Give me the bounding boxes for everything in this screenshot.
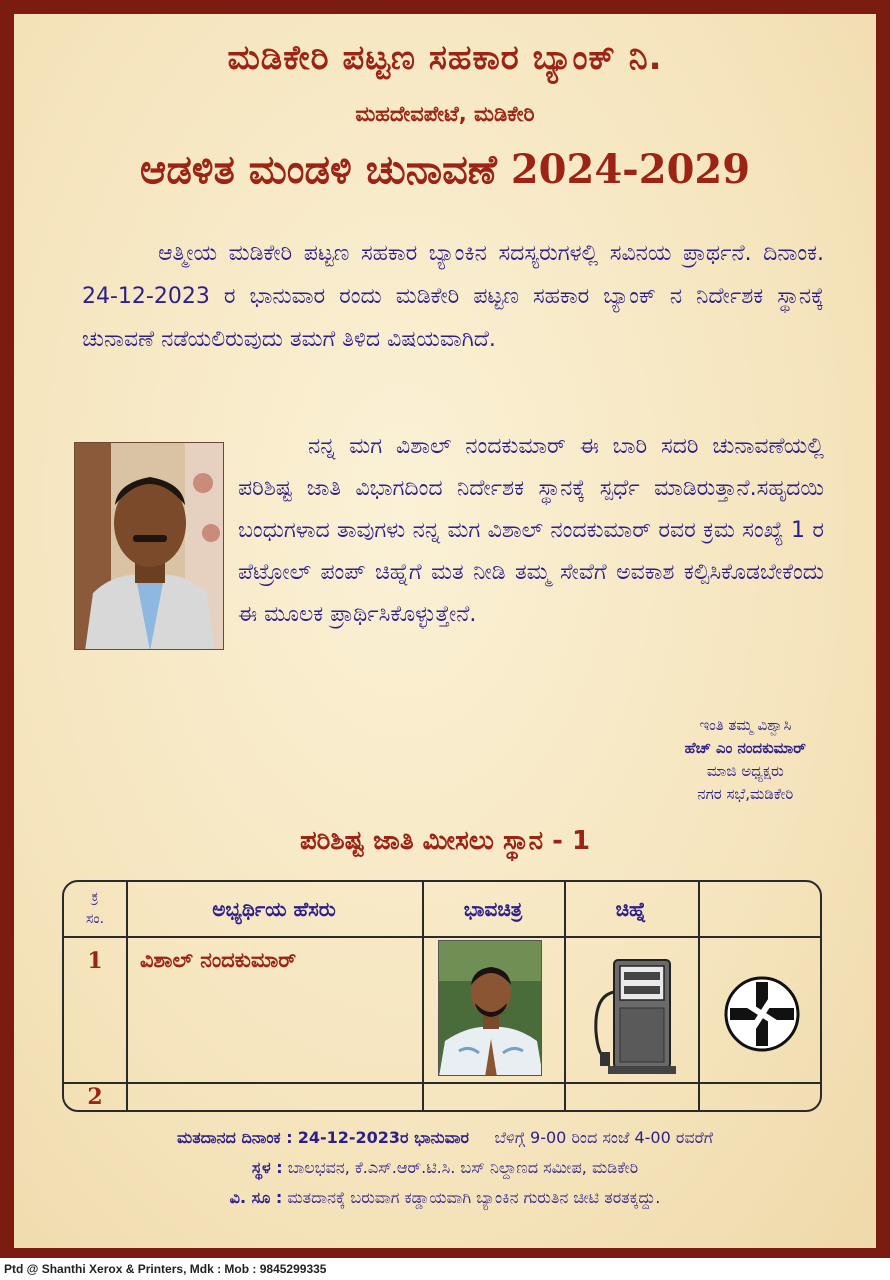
bank-name: ಮಡಿಕೇರಿ ಪಟ್ಟಣ ಸಹಕಾರ ಬ್ಯಾಂಕ್ ನಿ.: [227, 38, 663, 78]
election-title: ಆಡಳಿತ ಮಂಡಳಿ ಚುನಾವಣೆ 2024-2029: [139, 146, 751, 193]
table-divider: [64, 936, 820, 938]
voting-date-value: 24-12-2023ರ ಭಾನುವಾರ: [297, 1128, 470, 1147]
signature-block: [685, 714, 806, 806]
voting-date-line: [14, 1128, 876, 1148]
signature-name: ಹೆಚ್ ಎಂ ನಂದಕುಮಾರ್: [684, 739, 806, 757]
note-value: ಮತದಾನಕ್ಕೆ ಬರುವಾಗ ಕಡ್ಡಾಯವಾಗಿ ಬ್ಯಾಂಕಿನ ಗುರುತಿನ ಚೀಟಿ ತರತಕ್ಕದ್ದು.: [287, 1188, 661, 1207]
voting-place-value: ಬಾಲಭವನ, ಕೆ.ಎಸ್.ಆರ್.ಟಿ.ಸಿ. ಬಸ್ ನಿಲ್ದಾಣದ ಸಮೀಪ, ಮಡಿಕೇರಿ: [287, 1158, 639, 1177]
voting-place-line: [14, 1158, 876, 1178]
reserved-seat-title: ಪರಿಶಿಷ್ಟ ಜಾತಿ ಮೀಸಲು ಸ್ಥಾನ - 1: [299, 826, 591, 856]
petrol-pump-icon: [586, 952, 686, 1076]
voting-place-label: ಸ್ಥಳ :: [251, 1158, 283, 1177]
bank-location: ಮಹದೇವಪೇಟೆ, ಮಡಿಕೇರಿ: [355, 102, 535, 126]
candidate-photo: [438, 940, 542, 1076]
voting-time-value: ಬೆಳಿಗ್ಗೆ 9-00 ರಿಂದ ಸಂಜೆ 4-00 ರವರೆಗೆ: [494, 1128, 714, 1147]
intro-paragraph: ಆತ್ಮೀಯ ಮಡಿಕೇರಿ ಪಟ್ಟಣ ಸಹಕಾರ ಬ್ಯಾಂಕಿನ ಸದಸ್ಯರುಗಳಲ್ಲಿ ಸವಿನಯ ಪ್ರಾರ್ಥನೆ. ದಿನಾಂಕ. 24-12-2023 ರ ಭಾನುವಾರ ರಂದು ಮಡಿಕೇರಿ ಪಟ್ಟಣ ಸಹಕಾರ ಬ್ಯಾಂಕ್ ನ ನಿರ್ದೇಶಕ ಸ್ಥಾನಕ್ಕೆ ಚುನಾವಣೆ ನಡೆಯಲಿರುವುದು ತಮಗೆ ತಿಳಿದ ವಿಷಯವಾಗಿದೆ.: [82, 241, 824, 352]
signature-place: ನಗರ ಸಭೆ,ಮಡಿಕೇರಿ: [697, 785, 794, 803]
poster-paper: [14, 14, 876, 1248]
note-line: [14, 1188, 876, 1208]
col-header-name: ಅಭ್ಯರ್ಥಿಯ ಹೆಸರು: [212, 897, 336, 921]
father-photo: [74, 442, 224, 650]
note-label: ವಿ. ಸೂ :: [229, 1188, 283, 1207]
row-2-serial: 2: [87, 1084, 103, 1110]
appeal-paragraph: ನನ್ನ ಮಗ ವಿಶಾಲ್ ನಂದಕುಮಾರ್ ಈ ಬಾರಿ ಸದರಿ ಚುನಾವಣೆಯಲ್ಲಿ ಪರಿಶಿಷ್ಟ ಜಾತಿ ವಿಭಾಗದಿಂದ ನಿರ್ದೇಶಕ ಸ್ಥಾನಕ್ಕೆ ಸ್ಪರ್ಧೆ ಮಾಡಿರುತ್ತಾನೆ.ಸಹೃದಯಿ ಬಂಧುಗಳಾದ ತಾವುಗಳು ನನ್ನ ಮಗ ವಿಶಾಲ್ ನಂದಕುಮಾರ್ ರವರ ಕ್ರಮ ಸಂಖ್ಯೆ 1 ರ ಪೆಟ್ರೋಲ್ ಪಂಪ್ ಚಿಹ್ನೆಗೆ ಮತ ನೀಡಿ ತಮ್ಮ ಸೇವೆಗೆ ಅವಕಾಶ ಕಲ್ಪಿಸಿಕೊಡಬೇಕೆಂದು ಈ ಮೂಲಕ ಪ್ರಾರ್ಥಿಸಿಕೊಳ್ಳುತ್ತೇನೆ.: [238, 434, 824, 627]
candidate-table: [62, 880, 822, 1112]
signature-line-1: ಇಂತಿ ತಮ್ಮ ವಿಶ್ವಾಸಿ: [699, 716, 792, 734]
col-header-photo: ಭಾವಚಿತ್ರ: [463, 897, 523, 921]
vote-stamp-icon: [722, 974, 802, 1054]
voting-date-label: ಮತದಾನದ ದಿನಾಂಕ :: [176, 1128, 293, 1147]
table-divider: [64, 1082, 820, 1084]
col-header-serial: ಕ್ರ ಸಂ.: [85, 889, 105, 927]
printer-credit: Ptd @ Shanthi Xerox & Printers, Mdk : Mob : 9845299335: [4, 1262, 327, 1276]
table-divider: [698, 882, 700, 1110]
candidate-name: ವಿಶಾಲ್ ನಂದಕುಮಾರ್: [140, 948, 297, 972]
signature-designation: ಮಾಜಿ ಅಧ್ಯಕ್ಷರು: [706, 762, 784, 780]
col-header-symbol: ಚಿಹ್ನೆ: [615, 897, 647, 921]
row-1-serial: 1: [87, 948, 103, 974]
